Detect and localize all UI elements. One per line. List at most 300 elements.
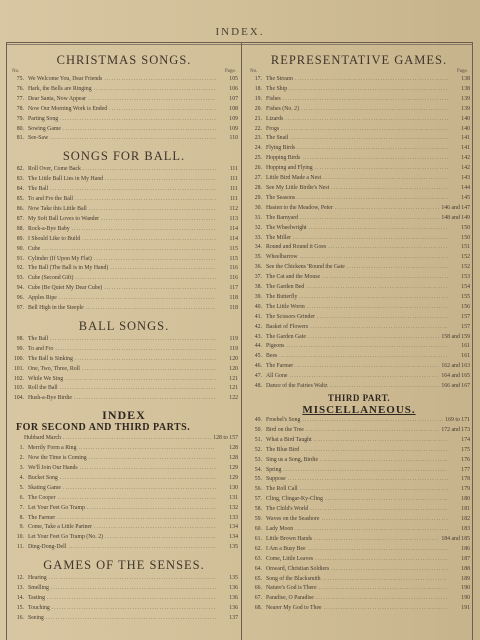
entry-number: 62.	[254, 545, 262, 552]
entry-title: My Soft Ball Loves to Wander	[28, 215, 100, 222]
entry-title: The Ship	[266, 85, 288, 92]
entry-title: Rock-a-Bye Baby	[28, 225, 70, 232]
ball-songs-section	[10, 314, 238, 404]
entry-list	[10, 75, 238, 144]
entry-page: 109	[229, 125, 238, 132]
section-title: REPRESENTATIVE GAMES.	[270, 53, 448, 67]
leader-dots	[104, 75, 216, 85]
entry-number: 10.	[16, 534, 24, 541]
entry-number: 13.	[16, 585, 24, 592]
entry-page: 121	[229, 385, 238, 392]
entry-page: 133	[229, 514, 238, 521]
entry-page: 143	[461, 175, 470, 182]
leader-dots	[51, 584, 216, 594]
list-item	[10, 474, 238, 484]
list-item	[248, 174, 470, 184]
entry-number: 1.	[19, 445, 24, 452]
entry-number: 86.	[16, 205, 24, 212]
list-item	[10, 335, 238, 345]
entry-number: 22.	[254, 125, 262, 132]
entry-number: 76.	[16, 85, 24, 92]
entry-page: 141	[461, 145, 470, 152]
entry-page: 110	[229, 135, 238, 142]
leader-dots	[60, 474, 216, 484]
entry-number: 101.	[13, 365, 24, 372]
list-item	[10, 543, 238, 553]
leader-dots	[330, 382, 440, 392]
entry-title: Suppose	[266, 476, 286, 483]
leader-dots	[301, 105, 448, 115]
leader-dots	[297, 194, 448, 204]
list-item	[10, 434, 238, 444]
entry-title: The Ball is Sinking	[28, 355, 73, 362]
entry-title: Fishes	[266, 95, 281, 102]
entry-page: 117	[229, 285, 238, 292]
no-label: No.	[12, 69, 20, 74]
list-item	[248, 85, 470, 95]
entry-title: The Child's World	[266, 506, 309, 513]
list-item	[248, 362, 470, 372]
entry-page: 106	[229, 85, 238, 92]
entry-number: 46.	[254, 363, 262, 370]
entry-number: 59.	[254, 516, 262, 523]
leader-dots	[63, 125, 216, 135]
entry-page: 184 and 185	[441, 535, 470, 542]
list-item	[248, 485, 470, 495]
entry-number: 55.	[254, 476, 262, 483]
entry-page: 187	[461, 555, 470, 562]
leader-dots	[105, 533, 216, 543]
leader-dots	[295, 362, 439, 372]
entry-page: 188	[461, 565, 470, 572]
leader-dots	[323, 174, 448, 184]
entry-title: I Am a Busy Bee	[266, 545, 306, 552]
entry-title: Dear Santa, Now Appear	[28, 95, 86, 102]
leader-dots	[314, 436, 448, 446]
entry-page: 136	[229, 585, 238, 592]
entry-page: 111	[229, 196, 238, 203]
entry-number: 94.	[16, 285, 24, 292]
leader-dots	[47, 594, 216, 604]
entry-page: 129	[229, 474, 238, 481]
entry-title: Sowing Game	[28, 125, 62, 132]
entry-title: Hasten to the Meadow, Peter	[266, 204, 333, 211]
entry-number: 53.	[254, 456, 262, 463]
entry-page: 142	[461, 155, 470, 162]
entry-number: 47.	[254, 373, 262, 380]
list-item	[10, 614, 238, 624]
entry-number: 78.	[16, 105, 24, 112]
leader-dots	[59, 294, 216, 304]
entry-title: Cylinder (If Upon My Flat)	[28, 255, 92, 262]
list-item	[248, 525, 470, 535]
entry-number: 66.	[254, 585, 262, 592]
entry-page: 108	[229, 105, 238, 112]
entry-number: 97.	[16, 305, 24, 312]
entry-title: The Stream	[266, 76, 293, 82]
list-item	[10, 514, 238, 524]
entry-page: 128	[229, 455, 238, 462]
leader-dots	[94, 523, 216, 533]
entry-number: 80.	[16, 125, 24, 132]
page-label: Page.	[457, 69, 468, 74]
center-rule	[241, 42, 242, 640]
entry-number: 98.	[16, 335, 24, 342]
entry-title: Bees	[266, 353, 278, 360]
leader-dots	[78, 444, 216, 454]
entry-page: 158 and 159	[441, 333, 470, 340]
list-item	[248, 495, 470, 505]
entry-number: 67.	[254, 595, 262, 602]
list-item	[248, 352, 470, 362]
leader-dots	[87, 504, 216, 514]
leader-dots	[105, 175, 216, 185]
entry-number: 48.	[254, 383, 262, 390]
entry-number: 79.	[16, 115, 24, 122]
entry-page: 161	[461, 343, 470, 350]
entry-title: Now Take this Little Ball	[28, 205, 87, 212]
entry-page: 109	[229, 115, 238, 122]
entry-list	[10, 444, 238, 553]
entry-page: 155	[461, 293, 470, 300]
entry-number: 50.	[254, 426, 262, 433]
leader-dots	[295, 75, 448, 85]
entry-title: Bell High in the Steeple	[28, 305, 84, 312]
entry-number: 42.	[254, 323, 262, 330]
leader-dots	[325, 495, 448, 505]
entry-number: 82.	[16, 166, 24, 173]
entry-number: 32.	[254, 224, 262, 231]
entry-number: 64.	[254, 565, 262, 572]
entry-page: 120	[229, 365, 238, 372]
leader-dots	[281, 125, 448, 135]
games-of-senses-section	[10, 553, 238, 624]
entry-number: 41.	[254, 313, 262, 320]
entry-title: Apples Ripe	[28, 295, 57, 302]
entry-number: 93.	[16, 275, 24, 282]
list-item	[10, 484, 238, 494]
entry-number: 81.	[16, 135, 24, 142]
entry-number: 6.	[19, 494, 24, 501]
entry-page: 115	[229, 245, 238, 252]
list-item	[10, 304, 238, 314]
entry-title: Wheelbarrow	[266, 254, 298, 261]
leader-dots	[308, 333, 439, 343]
entry-title: The Ball (The Ball is in My Hand)	[28, 265, 109, 272]
entry-number: 5.	[19, 484, 24, 491]
entry-title: Frogs	[266, 125, 280, 132]
entry-page: 164 and 165	[441, 373, 470, 380]
entry-number: 99.	[16, 345, 24, 352]
list-item	[248, 204, 470, 214]
entry-page: 182	[461, 516, 470, 523]
entry-title: See-Saw	[28, 135, 49, 142]
list-item	[248, 594, 470, 604]
entry-page: 141	[461, 135, 470, 142]
entry-title: Cube (Second Gift)	[28, 275, 74, 282]
entry-title: Roll the Ball	[28, 385, 58, 392]
entry-page: 121	[229, 375, 238, 382]
entry-number: 90.	[16, 245, 24, 252]
entry-page: 114	[229, 225, 238, 232]
list-item	[10, 264, 238, 274]
list-item	[248, 555, 470, 565]
entry-page: 161	[461, 353, 470, 360]
entry-page: 140	[461, 115, 470, 122]
entry-number: 18.	[254, 85, 262, 92]
leader-dots	[89, 454, 216, 464]
entry-title: Tasting	[28, 594, 45, 601]
list-item	[248, 253, 470, 263]
leader-dots	[109, 105, 216, 115]
entry-number: 91.	[16, 255, 24, 262]
entry-page: 166 and 167	[441, 383, 470, 390]
entry-page: 175	[461, 446, 470, 453]
list-item	[248, 144, 470, 154]
entry-number: 35.	[254, 254, 262, 261]
entry-page: 177	[461, 466, 470, 473]
entry-title: Hopping Birds	[266, 155, 301, 162]
entry-title: Now Our Morning Work is Ended	[28, 105, 108, 112]
entry-page: 162 and 163	[441, 363, 470, 370]
entry-page: 122	[229, 395, 238, 402]
entry-number: 8.	[19, 514, 24, 521]
entry-number: 28.	[254, 184, 262, 191]
entry-title: Song of the Blacksmith	[266, 575, 321, 582]
entry-page: 146 and 147	[441, 204, 470, 211]
entry-number: 100.	[13, 355, 24, 362]
entry-number: 4.	[19, 474, 24, 481]
list-item	[10, 533, 238, 543]
entry-page: 157	[461, 323, 470, 330]
entry-title: The Miller	[266, 234, 291, 241]
entry-page: 115	[229, 255, 238, 262]
entry-title: The Roll Call	[266, 486, 298, 493]
entry-title: Merrily Form a Ring	[28, 445, 77, 452]
entry-title: Waves on the Seashore	[266, 516, 320, 523]
entry-title: Spring	[266, 466, 282, 473]
entry-title: Roll Over, Come Back	[28, 166, 81, 173]
entry-page: 119	[229, 345, 238, 352]
entry-number: 88.	[16, 225, 24, 232]
list-item	[10, 85, 238, 95]
list-item	[10, 165, 238, 175]
entry-title: Sing us a Song, Birdie	[266, 456, 319, 463]
entry-number: 49.	[254, 417, 262, 423]
list-item	[248, 273, 470, 283]
leader-dots	[57, 514, 216, 524]
entry-page: 140	[461, 125, 470, 132]
list-item	[10, 215, 238, 225]
leader-dots	[290, 134, 448, 144]
entry-title: All Gone	[266, 373, 288, 380]
leader-dots	[72, 225, 216, 235]
leader-dots	[46, 614, 216, 624]
left-column	[10, 48, 238, 624]
leader-dots	[88, 95, 216, 105]
entry-page: 111	[229, 166, 238, 173]
leader-dots	[306, 426, 439, 436]
entry-page: 186	[461, 545, 470, 552]
representative-games-section	[248, 48, 470, 392]
list-item	[10, 375, 238, 385]
entry-number: 51.	[254, 436, 262, 443]
entry-page: 129	[229, 465, 238, 471]
entry-number: 16.	[16, 614, 24, 621]
list-item	[248, 535, 470, 545]
right-rule	[472, 42, 473, 640]
leader-dots	[94, 85, 216, 95]
entry-page: 172 and 173	[441, 426, 470, 433]
entry-title: The Barnyard	[266, 214, 299, 221]
leader-dots	[52, 604, 216, 614]
entry-number: 14.	[16, 594, 24, 601]
entry-title: Hubbard March	[24, 435, 61, 442]
entry-title: The Cat and the Mouse	[266, 274, 321, 281]
entry-title: Cube	[28, 245, 41, 252]
entry-list	[10, 574, 238, 624]
list-item	[10, 115, 238, 125]
entry-page: 151	[461, 244, 470, 251]
entry-title: Hopping and Flying	[266, 165, 313, 172]
list-item	[10, 284, 238, 294]
entry-number: 24.	[254, 145, 262, 152]
entry-title: Round and Round it Goes	[266, 244, 327, 251]
leader-dots	[83, 165, 216, 175]
leader-dots	[331, 565, 448, 575]
entry-page: 116	[229, 265, 238, 272]
entry-page: 183	[461, 525, 470, 532]
entry-title: Ding-Dong-Dell	[28, 544, 67, 551]
entry-number: 43.	[254, 333, 262, 340]
list-item	[248, 436, 470, 446]
entry-number: 12.	[16, 575, 24, 582]
leader-dots	[335, 204, 440, 214]
list-item	[248, 184, 470, 194]
leader-dots	[322, 273, 448, 283]
list-item	[248, 194, 470, 204]
entry-title: Come, Little Leaves	[266, 555, 314, 562]
leader-dots	[289, 85, 448, 95]
entry-title: We Welcome You, Dear Friends	[28, 76, 103, 82]
section-title: INDEX	[102, 408, 146, 423]
entry-page: 134	[229, 534, 238, 541]
entry-title: Bird on the Tree	[266, 426, 304, 433]
entry-page: 130	[229, 484, 238, 491]
entry-page: 120	[229, 355, 238, 362]
no-label: No.	[250, 69, 258, 74]
entry-title: Smelling	[28, 585, 49, 592]
entry-page: 154	[461, 284, 470, 291]
entry-title: Come, Take a Little Partner	[28, 524, 93, 531]
entry-title: The Wheelwright	[266, 224, 307, 231]
leader-dots	[306, 283, 448, 293]
entry-title: I Should Like to Build	[28, 235, 81, 242]
entry-title: Froebel's Song	[266, 417, 301, 423]
list-item	[248, 584, 470, 594]
leader-dots	[319, 584, 448, 594]
entry-title: Fishes (No. 2)	[266, 105, 300, 112]
list-item	[10, 594, 238, 604]
entry-number: 96.	[16, 295, 24, 302]
entry-number: 58.	[254, 506, 262, 513]
list-item	[10, 494, 238, 504]
list-item	[248, 313, 470, 323]
entry-page: 119	[229, 335, 238, 342]
leader-dots	[75, 274, 216, 284]
list-item	[248, 134, 470, 144]
entry-page: 131	[229, 494, 238, 501]
entry-number: 68.	[254, 605, 262, 612]
entry-number: 2.	[19, 455, 24, 462]
entry-page: 128	[229, 445, 238, 452]
leader-dots	[307, 303, 448, 313]
entry-page: 135	[229, 544, 238, 551]
list-item	[10, 134, 238, 144]
list-item	[10, 235, 238, 245]
entry-number: 34.	[254, 244, 262, 251]
leader-dots	[308, 545, 448, 555]
entry-title: Little Bird Made a Nest	[266, 175, 322, 182]
list-item	[248, 446, 470, 456]
list-item	[10, 444, 238, 454]
entry-title: Now the Time is Coming	[28, 455, 87, 462]
leader-dots	[323, 575, 448, 585]
leader-dots	[68, 543, 216, 553]
entry-number: 9.	[19, 524, 24, 531]
entry-page: 157	[461, 313, 470, 320]
leader-dots	[286, 342, 448, 352]
list-item	[248, 575, 470, 585]
entry-page: 139	[461, 95, 470, 102]
list-item	[10, 274, 238, 284]
entry-title: The Little Worm	[266, 303, 305, 310]
entry-page: 190	[461, 595, 470, 602]
entry-page: 152	[461, 254, 470, 261]
leader-dots	[300, 485, 448, 495]
leader-dots	[317, 313, 448, 323]
leader-dots	[347, 263, 448, 273]
entry-number: 40.	[254, 303, 262, 310]
entry-title: The Butterfly	[266, 293, 298, 300]
entry-title: Hark, the Bells are Ringing	[28, 85, 92, 92]
list-item	[248, 105, 470, 115]
leader-dots	[94, 255, 216, 265]
section-title: BALL SONGS.	[78, 318, 170, 333]
entry-title: The Ball	[28, 335, 49, 342]
christmas-songs-section	[10, 48, 238, 144]
leader-dots	[310, 505, 448, 515]
list-item	[248, 565, 470, 575]
list-item	[248, 323, 470, 333]
entry-page: 150	[461, 234, 470, 241]
entry-number: 102.	[13, 375, 24, 382]
entry-page: 153	[461, 274, 470, 281]
list-item	[10, 584, 238, 594]
entry-title: Hush-a-Bye Birdie	[28, 395, 72, 402]
entry-number: 103.	[13, 385, 24, 392]
list-item	[248, 545, 470, 555]
leader-dots	[289, 372, 439, 382]
entry-title: The Snail	[266, 135, 289, 142]
leader-dots	[82, 235, 216, 245]
leader-dots	[60, 115, 216, 125]
entry-number: 26.	[254, 165, 262, 172]
leader-dots	[55, 345, 216, 355]
entry-page: 112	[229, 205, 238, 212]
entry-number: 29.	[254, 194, 262, 201]
leader-dots	[315, 555, 448, 565]
